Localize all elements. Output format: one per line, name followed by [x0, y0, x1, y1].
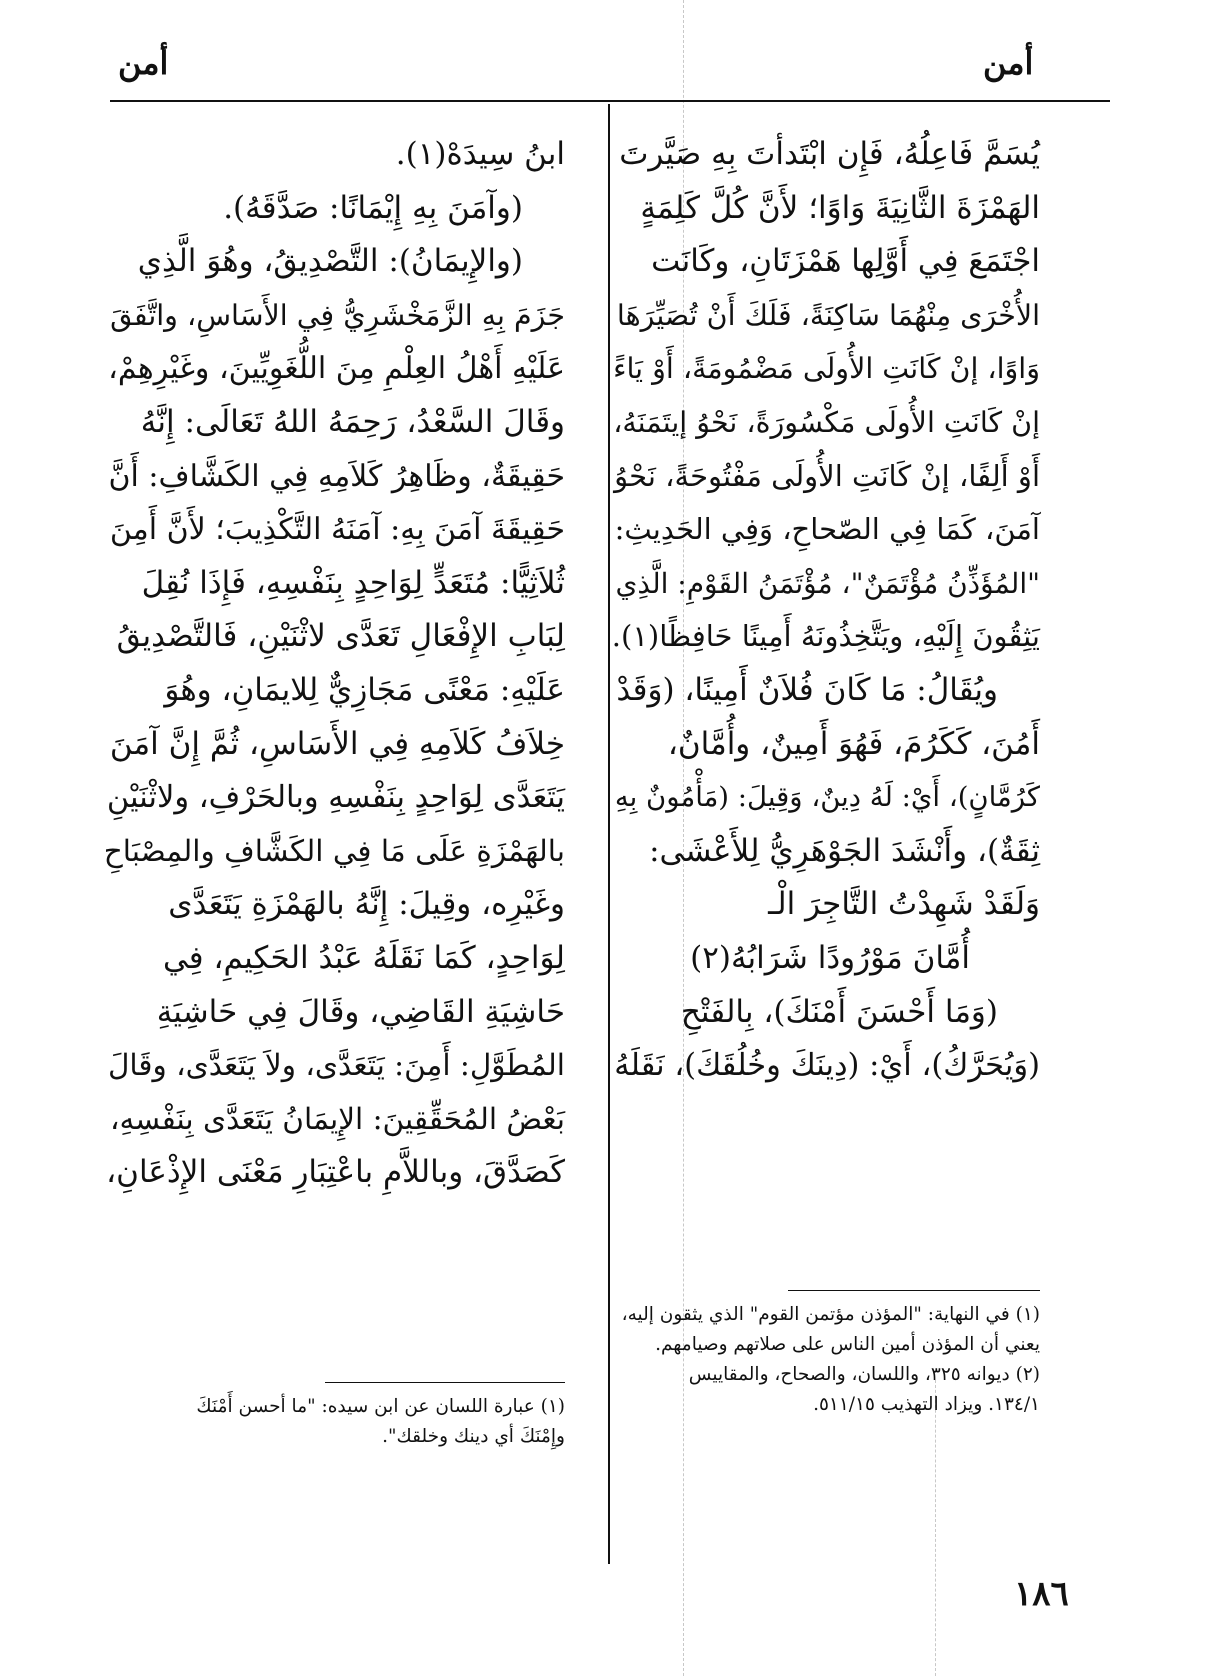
text-line: (وَمَا أَحْسَنَ أَمْنَكَ)، بِالفَتْحِ	[680, 993, 998, 1030]
text-line: كَصَدَّقَ، وباللاَّمِ باعْتِبَارِ مَعْنَى الإِذْعَانِ،	[106, 1154, 565, 1191]
header-left-word: أمن	[118, 44, 169, 82]
text-line: اجْتَمَعَ فِي أَوَّلِها هَمْزَتَانِ، وكَانَت	[651, 243, 1040, 280]
text-line: جَزَمَ بِهِ الزَّمَخْشَرِيُّ فِي الأَسَاسِ، واتَّفَقَ	[110, 298, 565, 332]
footnote-line: (٢) ديوانه ٣٢٥، واللسان، والصحاح، والمقاييس	[688, 1364, 1040, 1385]
text-line: يَثِقُونَ إِلَيْهِ، ويَتَّخِذُونَهُ أَمِينًا حَافِظًا(١).	[611, 619, 1040, 654]
text-line: وقَالَ السَّعْدُ، رَحِمَهُ اللهُ تَعَالَى: إِنَّهُ	[140, 403, 565, 440]
footnote-line: وإِمْنَكَ أي دينك وخلقك".	[382, 1426, 565, 1447]
text-line: "المُؤَذِّنُ مُؤْتَمَنٌ"، مُؤْتَمَنُ القَوْمِ: الَّذِي	[615, 566, 1040, 600]
left-column	[105, 128, 565, 1200]
text-line: المُطَوَّلِ: أَمِنَ: يَتَعَدَّى، ولاَ يَتَعَدَّى، وقَالَ	[107, 1048, 565, 1083]
text-line: يُسَمَّ فَاعِلُهُ، فَإِن ابْتَدأتَ بِهِ صَيَّرتَ	[619, 136, 1040, 172]
header-rule	[110, 100, 1110, 102]
text-line: ثِقَةٌ)، وأَنْشَدَ الجَوْهَرِيُّ لِلأَعْشَى:	[649, 832, 1040, 869]
text-line: (وَيُحَرَّكُ)، أَيْ: (دِينَكَ وخُلُقَكَ)، نَقَلَهُ	[614, 1048, 1040, 1084]
text-line: الهَمْزَةَ الثَّانِيَةَ وَاوًا؛ لأَنَّ كُلَّ كَلِمَةٍ	[640, 189, 1040, 226]
text-line: حَاشِيَةِ القَاضِي، وقَالَ فِي حَاشِيَةِ	[156, 993, 565, 1030]
footnote-line: (١) عبارة اللسان عن ابن سيده: "ما أحسن أَمْنَكَ	[196, 1396, 565, 1417]
footnote-rule	[325, 1382, 565, 1383]
text-line: عَلَيْهِ أَهْلُ العِلْمِ مِنَ اللُّغَوِيِّينَ، وغَيْرِهِمْ،	[108, 351, 565, 387]
text-line: الأُخْرَى مِنْهُمَا سَاكِنَةً، فَلَكَ أَنْ تُصَيِّرَهَا	[616, 298, 1040, 332]
text-line: ثُلاَثِيًّا: مُتَعَدٍّ لِوَاحِدٍ بِنَفْسِهِ، فَإِذَا نُقِلَ	[141, 564, 565, 601]
text-line: أَمُنَ، كَكَرُمَ، فَهُوَ أَمِينٌ، وأُمَّانٌ،	[667, 725, 1040, 762]
text-line: حَقِيقَةَ آمَنَ بِهِ: آمَنَهُ التَّكْذِيبَ؛ لأَنَّ أَمِنَ	[109, 512, 565, 548]
text-line: بالهَمْزَةِ عَلَى مَا فِي الكَشَّافِ والمِصْبَاحِ	[103, 833, 565, 868]
header-right-word: أمن	[983, 44, 1034, 82]
verse-line: وَلَقَدْ شَهِدْتُ التَّاجِرَ الْـ	[768, 886, 1040, 923]
right-column	[612, 128, 1040, 1093]
footnote-line: يعني أن المؤذن أمين الناس على صلاتهم وصيامهم.	[655, 1334, 1040, 1355]
page-number: ١٨٦	[1014, 1574, 1069, 1614]
text-line: خِلاَفُ كَلاَمِهِ فِي الأَسَاسِ، ثُمَّ إِنَّ آمَنَ	[109, 725, 565, 762]
text-line: (والإِيمَانُ): التَّصْدِيقُ، وهُوَ الَّذِي	[137, 243, 523, 280]
column-divider	[608, 104, 610, 1564]
text-line: (وآمَنَ بِهِ إِيْمَانًا: صَدَّقَهُ).	[223, 189, 523, 226]
text-line: أَوْ أَلِفًا، إنْ كَانَتِ الأُولَى مَفْتُوحَةً، نَحْوُ	[614, 458, 1040, 493]
text-line: يَتَعَدَّى لِوَاحِدٍ بِنَفْسِهِ وبالحَرْفِ، ولاثْنَيْنِ	[106, 780, 565, 816]
scan-fold-line	[935, 1380, 936, 1676]
text-line: وَاوًا، إنْ كَانَتِ الأُولَى مَضْمُومَةً، أَوْ يَاءً	[613, 352, 1040, 386]
footnote-line: (١) في النهاية: "المؤذن مؤتمن القوم" الذي يثقون إليه،	[621, 1304, 1040, 1325]
text-line: حَقِيقَةٌ، وظَاهِرُ كَلاَمِهِ فِي الكَشَّافِ: أَنَّ	[108, 458, 565, 494]
text-line: آمَنَ، كَمَا فِي الصّحاحِ، وَفِي الحَدِيثِ:	[614, 512, 1040, 547]
text-line: ويُقَالُ: مَا كَانَ فُلاَنٌ أَمِينًا، (وَقَدْ	[616, 671, 998, 708]
text-line: عَلَيْهِ: مَعْنًى مَجَازِيٌّ لِلايمَانِ، وهُوَ	[164, 671, 565, 708]
verse-line: أُمَّانَ مَوْرُودًا شَرَابُهُ(٢)	[690, 939, 970, 976]
text-line: ابنُ سِيدَهْ(١).	[395, 136, 565, 172]
left-footnotes	[105, 1392, 565, 1452]
text-line: لِوَاحِدٍ، كَمَا نَقَلَهُ عَبْدُ الحَكِيمِ، فِي	[162, 939, 565, 976]
footnote-line: ١٣٤/١. ويزاد التهذيب ٥١١/١٥.	[813, 1394, 1040, 1415]
text-line: بَعْضُ المُحَقِّقِينَ: الإِيمَانُ يَتَعَدَّى بِنَفْسِهِ،	[109, 1101, 565, 1136]
text-line: إنْ كَانَتِ الأُولَى مَكْسُورَةً، نَحْوُ إيتَمَنَهُ،	[613, 405, 1040, 439]
footnote-rule	[788, 1290, 1040, 1291]
text-line: كَرُمَّانٍ)، أَيْ: لَهُ دِينٌ، وَقِيلَ: (مَأْمُونٌ بِهِ	[614, 781, 1040, 814]
text-line: وغَيْرِه، وقِيلَ: إِنَّهُ بالهَمْزَةِ يَتَعَدَّى	[168, 886, 565, 923]
text-line: لِبَابِ الإِفْعَالِ تَعَدَّى لاثْنَيْنِ، فَالتَّصْدِيقُ	[116, 618, 565, 655]
right-footnotes	[612, 1300, 1040, 1420]
